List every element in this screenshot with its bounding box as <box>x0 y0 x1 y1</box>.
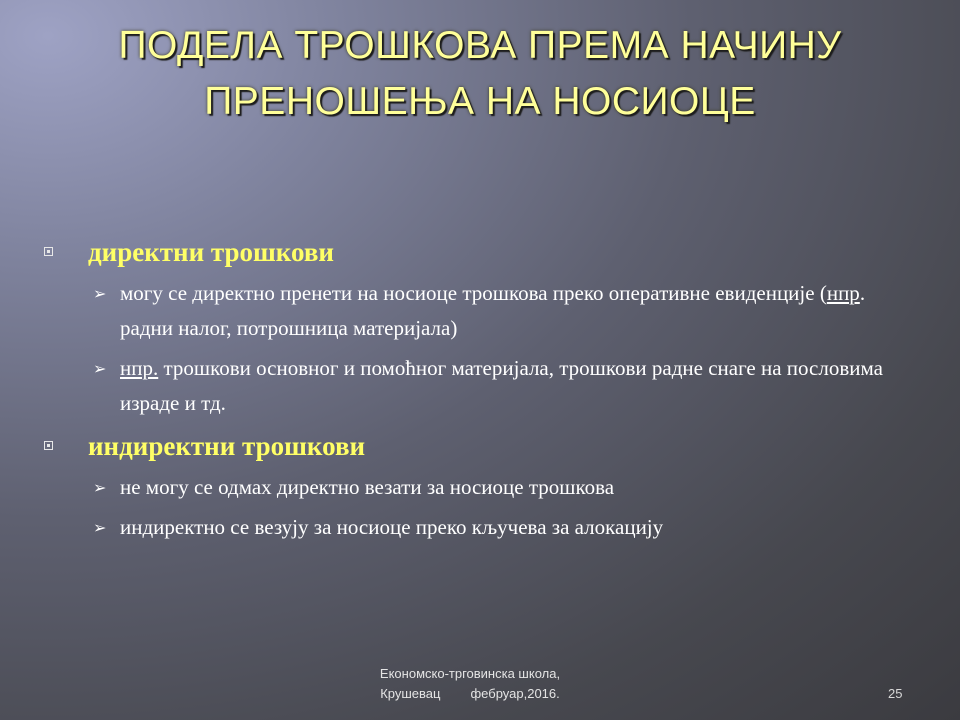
list-item-text: могу се директно пренети на носиоце трошкова преко оперативне евиденције ( <box>120 281 827 305</box>
arrow-bullet-icon: ➢ <box>93 359 107 378</box>
list-item-text: . радни налог, потрошница материјала) <box>120 281 866 340</box>
title-line-2: ПРЕНОШЕЊА НА НОСИОЦЕ <box>204 80 756 123</box>
footer-date: фебруар,2016. <box>470 686 560 701</box>
list-item <box>38 351 918 421</box>
slide-title <box>40 18 920 130</box>
underlined-abbreviation: нпр. <box>120 356 159 380</box>
footer-place: Крушевац <box>380 686 441 701</box>
slide-footer <box>340 664 600 704</box>
list-item-text: трошкови основног и помоћног материјала, трошкови радне снаге на пословима израде и тд. <box>120 356 883 415</box>
section-heading-direct <box>38 232 918 272</box>
square-bullet-icon <box>44 247 53 256</box>
list-item <box>38 470 918 505</box>
section-heading-text: индиректни трошкови <box>88 431 366 461</box>
title-line-1: ПОДЕЛА ТРОШКОВА ПРЕМА НАЧИНУ <box>118 24 842 67</box>
arrow-bullet-icon: ➢ <box>93 518 107 537</box>
arrow-bullet-icon: ➢ <box>93 284 107 303</box>
list-item <box>38 510 918 545</box>
section-heading-text: директни трошкови <box>88 237 334 267</box>
list-item-text: индиректно се везују за носиоце преко кључева за алокацију <box>120 515 664 539</box>
footer-school: Економско-трговинска школа, <box>379 666 561 681</box>
slide-body <box>38 232 918 550</box>
underlined-abbreviation: нпр <box>826 281 860 305</box>
slide-number: 25 <box>888 686 903 701</box>
arrow-bullet-icon: ➢ <box>93 478 107 497</box>
square-bullet-icon <box>44 441 53 450</box>
list-item-text: не могу се одмах директно везати за носиоце трошкова <box>120 475 615 499</box>
list-item <box>38 276 918 346</box>
section-heading-indirect <box>38 426 918 466</box>
